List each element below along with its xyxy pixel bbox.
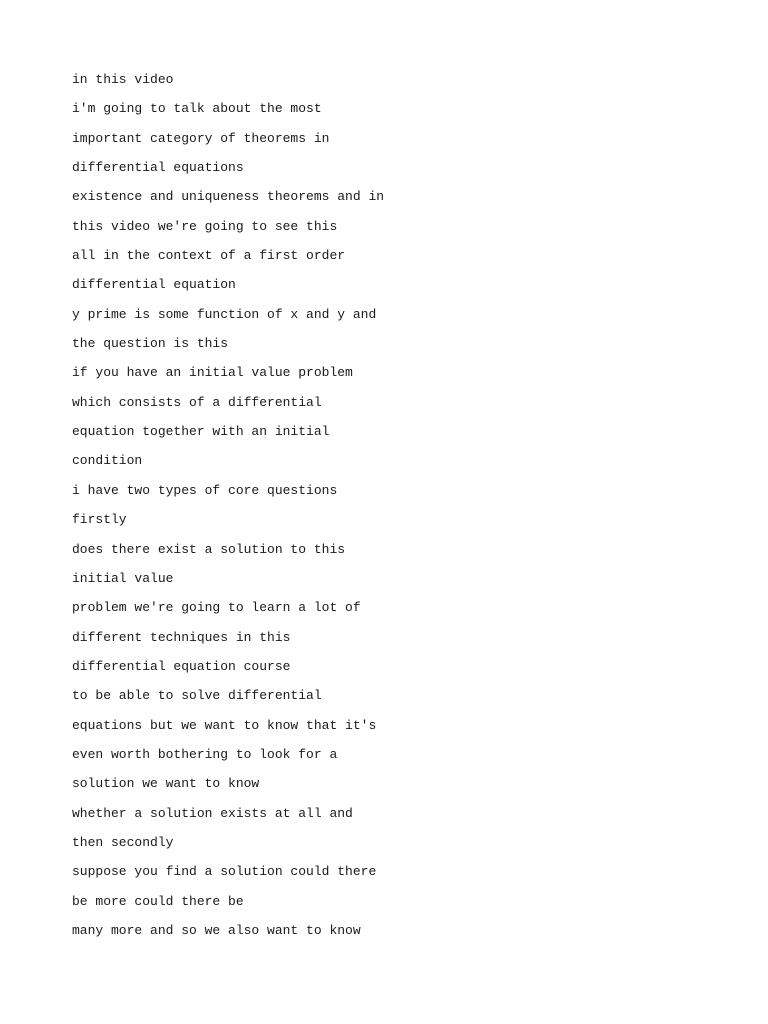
transcript-line: important category of theorems in xyxy=(72,130,330,146)
transcript-line: differential equations xyxy=(72,160,244,176)
transcript-line: to be able to solve differential xyxy=(72,688,322,704)
transcript-line: existence and uniqueness theorems and in xyxy=(72,189,385,205)
transcript-line: suppose you find a solution could there xyxy=(72,864,377,880)
transcript-line: which consists of a differential xyxy=(72,394,322,410)
transcript-line: equations but we want to know that it's xyxy=(72,717,377,733)
transcript-line: be more could there be xyxy=(72,893,244,909)
transcript-line: whether a solution exists at all and xyxy=(72,805,353,821)
transcript-line: does there exist a solution to this xyxy=(72,541,346,557)
transcript-page xyxy=(72,65,712,945)
transcript-line: firstly xyxy=(72,512,127,528)
transcript-line: initial value xyxy=(72,570,174,586)
transcript-line: y prime is some function of x and y and xyxy=(72,306,377,322)
transcript-line: if you have an initial value problem xyxy=(72,365,353,381)
transcript-line: in this video xyxy=(72,72,174,87)
transcript-line: i have two types of core questions xyxy=(72,482,338,498)
transcript-line: even worth bothering to look for a xyxy=(72,746,338,762)
transcript-line: i'm going to talk about the most xyxy=(72,101,322,117)
transcript-line: condition xyxy=(72,453,143,469)
transcript-line: then secondly xyxy=(72,834,174,850)
transcript-line: differential equation course xyxy=(72,658,291,674)
transcript-line: equation together with an initial xyxy=(72,424,330,440)
transcript-line: problem we're going to learn a lot of xyxy=(72,600,361,616)
transcript-line: the question is this xyxy=(72,336,229,352)
transcript-line: this video we're going to see this xyxy=(72,218,338,234)
transcript-line: solution we want to know xyxy=(72,776,260,792)
transcript-line: all in the context of a first order xyxy=(72,248,346,264)
transcript-line: different techniques in this xyxy=(72,629,291,645)
transcript-line: differential equation xyxy=(72,277,236,293)
transcript-line: many more and so we also want to know xyxy=(72,922,361,938)
